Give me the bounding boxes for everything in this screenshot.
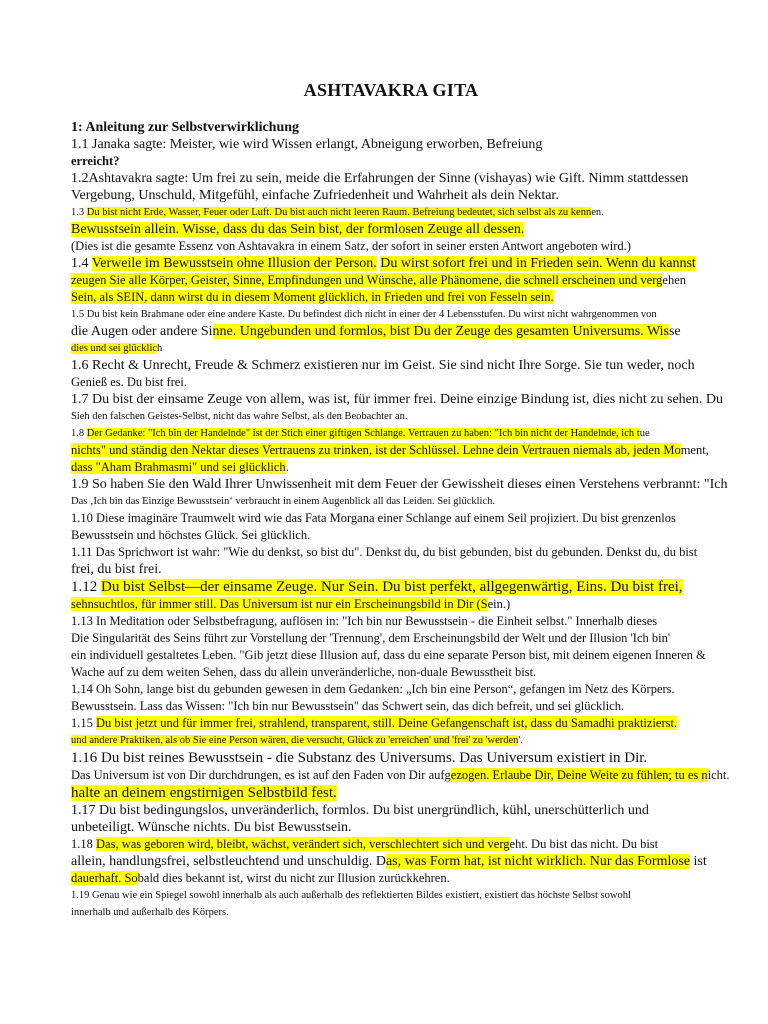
line-text: Genieß es. Du bist frei. — [71, 375, 187, 389]
text-line — [71, 767, 761, 784]
line-text: ein.) — [487, 597, 511, 611]
highlighted-text: Verweile im Bewusstsein ohne Illusion der Person. — [91, 256, 377, 271]
text-line — [71, 853, 761, 870]
line-text: 1.5 Du bist kein Brahmane oder eine andere Kaste. Du befindest dich nicht in einer der 4 Lebensstufen. Du wirst nicht wahrgenommen von — [71, 309, 657, 320]
line-text: Das ‚Ich bin das Einzige Bewusstsein‘ verbraucht in einem Augenblick all das Leiden. Sei glücklich. — [71, 496, 495, 507]
text-line — [71, 749, 761, 767]
text-line — [71, 374, 761, 391]
text-line — [71, 119, 761, 136]
text-line — [71, 340, 761, 357]
line-text: 1.11 Das Sprichwort ist wahr: "Wie du denkst, so bist du". Denkst du, du bist gebunden, bist du gebunden. Denkst du, du bist — [71, 545, 698, 559]
line-text: eht. Du bist das nicht. Du bist — [509, 837, 659, 851]
text-line — [71, 255, 761, 272]
text-line — [71, 802, 761, 819]
line-text: 1.19 Genau wie ein Spiegel sowohl innerhalb als auch außerhalb des reflektierten Bildes existiert, existiert das höchste Selbst sowohl — [71, 890, 631, 901]
text-line — [71, 681, 761, 698]
line-text: 1.15 — [71, 716, 96, 730]
text-line — [71, 561, 761, 578]
line-text: 1.6 Recht & Unrecht, Freude & Schmerz existieren nur im Geist. Sie sind nicht Ihre Sorge. Sie tun weder, noch — [71, 358, 695, 373]
line-text: Vergebung, Unschuld, Mitgefühl, einfache Zufriedenheit und Wahrheit als dein Nektar. — [71, 188, 559, 203]
line-text: 1.7 Du bist der einsame Zeuge von allem, was ist, für immer frei. Deine einzige Bindung ist, dies nicht zu sehen. Du — [71, 392, 724, 407]
highlighted-text: nichts" und ständig den Nektar dieses Vertrauens zu trinken, ist der Schlüssel. Lehne dein Vertrauen niemals ab, jeden Mo — [71, 443, 681, 457]
line-text: 1.12 — [71, 579, 101, 595]
highlighted-text: und andere Praktiken, als ob Sie eine Person wären, die versucht, Glück zu 'erreichen' und 'frei' zu 'werden — [71, 735, 519, 746]
line-text: Bewusstsein. Lass das Wissen: "Ich bin nur Bewusstsein" das Schwert sein, das dich befreit, und sei glücklich. — [71, 699, 625, 713]
line-text: . — [285, 460, 289, 474]
text-line — [71, 613, 761, 630]
highlighted-text: Du bist jetzt und für immer frei, strahlend, transparent, still. Deine Gefangenschaft ist, dass du Samadhi praktizierst. — [96, 716, 678, 730]
line-text: 1.16 Du bist reines Bewusstsein - die Substanz des Universums. Das Universum existiert in Dir. — [71, 750, 648, 766]
line-text: '. — [518, 735, 523, 746]
text-line — [71, 238, 761, 255]
text-line — [71, 459, 761, 476]
text-line — [71, 323, 761, 340]
text-line — [71, 187, 761, 204]
highlighted-text: halte an deinem engstirnigen Selbstbild fest. — [71, 785, 337, 801]
highlighted-text: Du bist nicht Erde, Wasser, Feuer oder Luft. Du bist auch nicht leeren Raum. Befreiung bedeutet, sich selbst als zu kenn — [86, 207, 592, 218]
text-line — [71, 870, 761, 887]
line-text: ue — [639, 428, 650, 439]
text-line — [71, 204, 761, 221]
line-text: (Dies ist die gesamte Essenz von Ashtavakra in einem Satz, der sofort in seiner ersten Antwort angeboten wird.) — [71, 239, 631, 253]
line-text: 1.4 — [71, 256, 92, 271]
document-title: ASHTAVAKRA GITA — [303, 80, 479, 100]
line-text: Die Singularität des Seins führt zur Vorstellung der 'Trennung', dem Erscheinungsbild der Welt und der Illusion 'Ich bin' — [71, 631, 671, 645]
text-line — [71, 136, 761, 153]
text-line — [71, 527, 761, 544]
text-line — [71, 289, 761, 306]
text-line — [71, 306, 761, 323]
line-text: Wache auf zu dem weiten Sehen, dass du allein unveränderliche, non-duale Bewusstheit bist. — [71, 665, 537, 679]
document-body — [71, 119, 761, 921]
line-text: Das Universum ist von Dir durchdrungen, es ist auf den Faden von Dir aufg — [71, 768, 451, 782]
line-text: 1.13 In Meditation oder Selbstbefragung, auflösen in: "Ich bin nur Bewusstsein - die Einheit selbst." Innerhalb dieses — [71, 614, 658, 628]
text-line — [71, 887, 761, 904]
text-line — [71, 596, 761, 613]
highlighted-text: Sein, als SEIN, dann wirst du in diesem Moment glücklich, in Frieden und frei von Fesseln sein. — [71, 290, 554, 304]
text-line — [71, 578, 761, 596]
text-line — [71, 630, 761, 647]
line-text: ehen — [662, 273, 687, 287]
line-text: se — [668, 324, 681, 339]
highlighted-text: nne. Ungebunden und formlos, bist Du der Zeuge des gesamten Universums. Wis — [212, 324, 669, 339]
line-text: en. — [591, 207, 604, 218]
highlighted-text: sehnsuchtlos, für immer still. Das Universum ist nur ein Erscheinungsbild in Dir (S — [71, 597, 488, 611]
line-text: innerhalb und außerhalb des Körpers. — [71, 907, 229, 918]
line-text: ist — [690, 854, 707, 869]
line-text: ment, — [680, 443, 709, 457]
text-line — [71, 784, 761, 802]
text-line — [71, 544, 761, 561]
line-text: 1.17 Du bist bedingungslos, unveränderlich, formlos. Du bist unergründlich, kühl, unerschütterlich und — [71, 803, 649, 818]
line-text: erreicht? — [71, 154, 120, 168]
line-text: 1.3 — [71, 207, 87, 218]
text-line — [71, 836, 761, 853]
highlighted-text: dies und sei glücklic — [71, 343, 158, 354]
highlighted-text: as, was Form hat, ist nicht wirklich. Nur das Formlose — [385, 854, 691, 869]
text-line — [71, 664, 761, 681]
line-text: 1.2Ashtavakra sagte: Um frei zu sein, meide die Erfahrungen der Sinne (vishayas) wie Gift. Nimm stattdessen — [71, 171, 689, 186]
text-line — [71, 357, 761, 374]
line-text: allein, handlungsfrei, selbstleuchtend und unschuldig. D — [71, 854, 386, 869]
line-text: frei, du bist frei. — [71, 562, 162, 577]
line-text: 1.10 Diese imaginäre Traumwelt wird wie das Fata Morgana einer Schlange auf einem Seil projiziert. Du bist grenzenlos — [71, 511, 676, 525]
text-line — [71, 647, 761, 664]
highlighted-text: zeugen Sie alle Körper, Geister, Sinne, Empfindungen und Wünsche, alle Phänomene, die schnell erscheinen und verg — [71, 273, 663, 287]
document-page — [71, 80, 761, 921]
text-line — [71, 698, 761, 715]
highlighted-text: Du bist Selbst—der einsame Zeuge. Nur Sein. Du bist perfekt, allgegenwärtig, Eins. Du bist frei, — [101, 579, 683, 595]
text-line — [71, 732, 761, 749]
highlighted-text: dass "Aham Brahmasmi" und sei glücklich — [71, 460, 286, 474]
line-text: 1: Anleitung zur Selbstverwirklichung — [71, 120, 300, 135]
text-line — [71, 819, 761, 836]
line-text: 1.14 Oh Sohn, lange bist du gebunden gewesen in dem Gedanken: „Ich bin eine Person“, gefangen im Netz des Körpers. — [71, 682, 675, 696]
text-line — [71, 493, 761, 510]
line-text: bald dies bekannt ist, wirst du nicht zur Illusion zurückkehren. — [137, 871, 450, 885]
text-line — [71, 272, 761, 289]
highlighted-text: dauerhaft. So — [71, 871, 138, 885]
text-line — [71, 408, 761, 425]
highlighted-text: Bewusstsein allein. Wisse, dass du das Sein bist, der formlosen Zeuge all dessen. — [71, 222, 525, 237]
text-line — [71, 510, 761, 527]
line-text: Sieh den falschen Geistes-Selbst, nicht das wahre Selbst, als den Beobachter an. — [71, 411, 408, 422]
highlighted-text: ezogen. Erlaube Dir, Deine Weite zu fühlen; tu es n — [450, 768, 708, 782]
line-text: 1.1 Janaka sagte: Meister, wie wird Wissen erlangt, Abneigung erworben, Befreiung — [71, 137, 543, 152]
line-text: 1.9 So haben Sie den Wald Ihrer Unwissenheit mit dem Feuer der Gewissheit dieses einen Verstehens verbrannt: "Ich — [71, 477, 728, 492]
text-line — [71, 425, 761, 442]
highlighted-text: Das, was geboren wird, bleibt, wächst, verändert sich, verschlechtert sich und verg — [96, 837, 510, 851]
text-line — [71, 153, 761, 170]
line-text: h — [157, 343, 163, 354]
line-text: unbeteiligt. Wünsche nichts. Du bist Bewusstsein. — [71, 820, 352, 835]
line-text: 1.8 — [71, 428, 87, 439]
highlighted-text: Der Gedanke: "Ich bin der Handelnde" ist der Stich einer giftigen Schlange. Vertrauen zu haben: "Ich bin nicht der Handelnde, ich t — [86, 428, 640, 439]
text-line — [71, 715, 761, 732]
text-line — [71, 170, 761, 187]
text-line — [71, 221, 761, 238]
highlighted-text: Du wirst sofort frei und in Frieden sein. Wenn du kannst — [380, 256, 696, 271]
text-line — [71, 476, 761, 493]
line-text: icht. — [707, 768, 730, 782]
line-text: ein individuell gestaltetes Leben. "Gib jetzt diese Illusion auf, dass du eine separate Person bist, mit deinem eigenen Inneren & — [71, 648, 706, 662]
text-line — [71, 904, 761, 921]
text-line — [71, 391, 761, 408]
line-text: die Augen oder andere Si — [71, 324, 213, 339]
line-text: 1.18 — [71, 837, 96, 851]
text-line — [71, 442, 761, 459]
line-text: Bewusstsein und höchstes Glück. Sei glücklich. — [71, 528, 311, 542]
